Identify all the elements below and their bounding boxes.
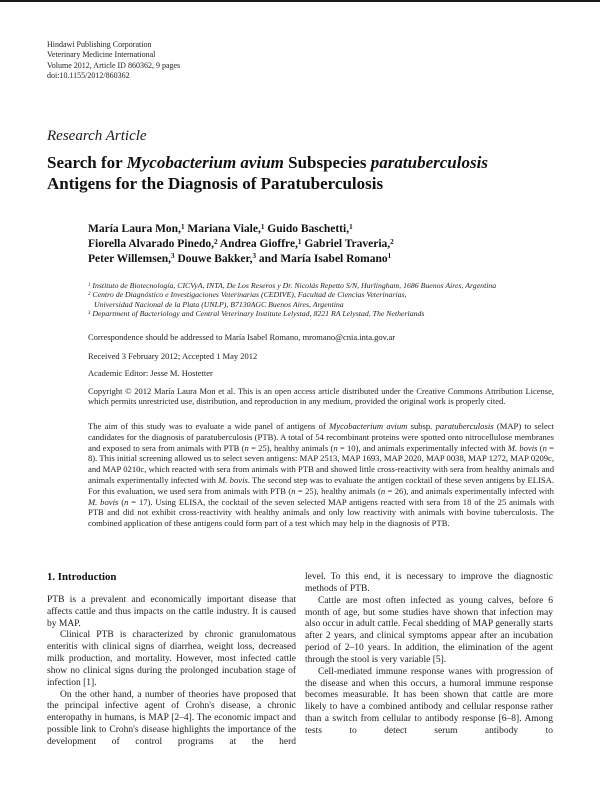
author-line: Peter Willemsen,$^3$ Douwe Bakker,$^3$ and María Isabel Romano$^1$ <box>88 252 392 265</box>
received-accepted-line: Received 3 February 2012; Accepted 1 May 2012 <box>88 351 258 361</box>
body-column-right <box>305 572 553 738</box>
article-title <box>47 152 488 194</box>
publisher-masthead <box>47 40 180 81</box>
affiliation-line: $^2$ Centro de Diagnóstico e Investigaciones Veterinarias (CEDIVE), Facultad de Ciencias Veterinarias, <box>88 290 407 300</box>
body-column-left <box>47 572 296 749</box>
author-line: María Laura Mon,$^1$ Mariana Viale,$^1$ Guido Baschetti,$^1$ <box>88 222 353 235</box>
body-paragraph: Clinical PTB is characterized by chronic granulomatous enteritis with clinical signs of diarrhea, weight loss, decreased milk production, and mortality. However, most infected cattle show no clinical signs during the prolonged incubation stage of infection [1]. <box>47 630 296 688</box>
title-line-2: Antigens for the Diagnosis of Paratuberculosis <box>47 174 384 193</box>
affiliation-line: $^3$ Department of Bacteriology and Central Veterinary Institute Lelystad, 8221 RA Lelystad, The Netherlands <box>88 309 425 319</box>
affiliation-list <box>88 281 496 319</box>
doi-line: doi:10.1155/2012/860362 <box>47 70 130 80</box>
affiliation-line-continuation: Universidad Nacional de la Plata (UNLP), B7130AGC Buenos Aires, Argentina <box>94 299 344 309</box>
author-list <box>88 222 394 266</box>
publisher-name: Hindawi Publishing Corporation <box>47 40 152 49</box>
volume-article-id: Volume 2012, Article ID 860362, 9 pages <box>47 60 181 70</box>
body-paragraph: Cell-mediated immune response wanes with progression of the disease and when this occurs, a humoral immune response becomes measurable. It has been shown that cattle are more likely to have a combined antibody and cellular response rather than a switch from cellular to antibody response [6–8]. Among tests to detect serum antibody to <box>305 666 553 736</box>
body-paragraph: level. To this end, it is necessary to improve the diagnostic methods of PTB. <box>305 572 553 594</box>
journal-name: Veterinary Medicine International <box>47 50 156 60</box>
copyright-notice: Copyright © 2012 María Laura Mon et al. This is an open access article distributed under the Creative Commons Attribution License, which permits unrestricted use, distribution, and reproduction in any medium, provided the original work is properly cited. <box>88 386 554 406</box>
body-paragraph: PTB is a prevalent and economically important disease that affects cattle and thus impacts on the cattle industry. It is caused by MAP. <box>47 594 296 629</box>
author-line: Fiorella Alvarado Pinedo,$^2$ Andrea Gioffre,$^1$ Gabriel Traveria,$^2$ <box>88 237 394 250</box>
article-type-label: Research Article <box>47 128 147 144</box>
page-top-edge <box>0 0 600 2</box>
body-paragraph: On the other hand, a number of theories have proposed that the principal infective agent of Crohn's disease, a chronic enteropathy in humans, is MAP [2–4]. The economic impact and possible link to Crohn's disease highlights the importance of the development of control programs at the herd <box>47 689 296 747</box>
affiliation-line: $^1$ Instituto de Biotecnología, CICVyA, INTA, De Los Reseros y Dr. Nicolás Repetto S/N, Hurlingham, 1686 Buenos Aires, Argentina <box>88 281 497 290</box>
abstract-text: The aim of this study was to evaluate a wide panel of antigens of Mycobacterium avium subsp. paratuberculosis (MAP) to select candidates for the diagnosis of paratuberculosis (PTB). A total of 54 recombinant proteins were spotted onto nitrocellulose membranes and exposed to sera from animals with PTB (n = 25), healthy animals (n = 10), and animals experimentally infected with M. bovis (n = 8). This initial screening allowed us to select seven antigens: MAP 2513, MAP 1693, MAP 2020, MAP 0038, MAP 1272, MAP 0209c, and MAP 0210c, which reacted with sera from animals with PTB and showed little cross-reactivity with sera from healthy animals and animals experimentally infected with M. bovis. The second step was to evaluate the antigen cocktail of these seven antigens by ELISA. For this evaluation, we used sera from animals with PTB (n = 25), healthy animals (n = 26), and animals experimentally infected with M. bovis (n = 17). Using ELISA, the cocktail of the seven selected MAP antigens reacted with sera from 18 of the 25 animals with PTB and did not exhibit cross-reactivity with healthy animals and only low reactivity with animals with bovine tuberculosis. The combined application of these antigens could form part of a test which may help in the diagnosis of PTB. <box>88 421 554 529</box>
title-line-1: Search for Mycobacterium avium Subspecies paratuberculosis <box>47 153 488 172</box>
section-heading-introduction: 1. Introduction <box>47 571 117 583</box>
academic-editor-line: Academic Editor: Jesse M. Hostetter <box>88 368 213 378</box>
correspondence-line: Correspondence should be addressed to María Isabel Romano, mromano@cnia.inta.gov.ar <box>88 332 396 342</box>
body-paragraph: Cattle are most often infected as young calves, before 6 month of age, but some studies have shown that infection may also occur in adult cattle. Fecal shedding of MAP generally starts after 2 years, and clinical symptoms appear after an incubation period of 2–10 years. In addition, the elimination of the agent through the stool is very variable [5]. <box>305 595 553 665</box>
